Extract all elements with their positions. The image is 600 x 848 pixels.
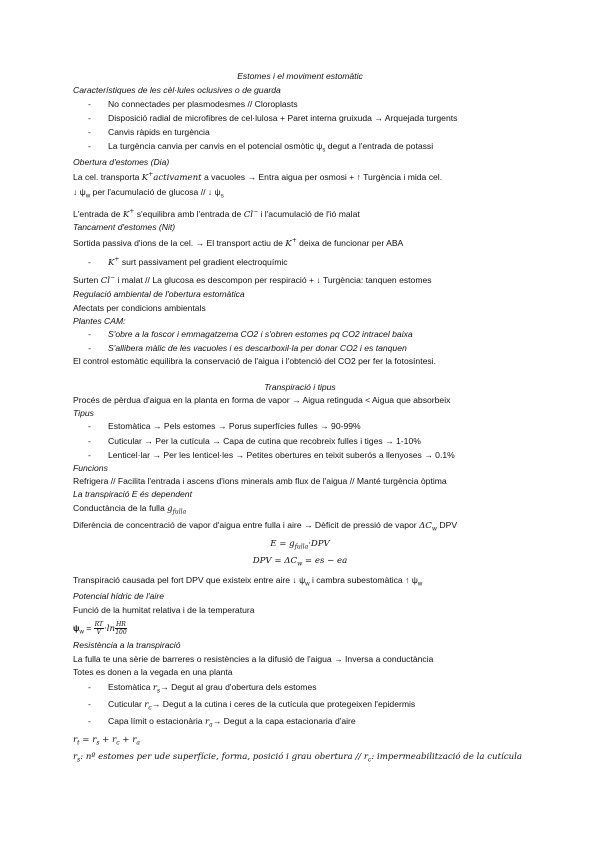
equation: DPV = $\Delta C_w$ = es − ea — [252, 556, 348, 568]
list-item: - No connectades per plasmodesmes // Cloroplasts — [88, 99, 298, 109]
heading-funcions: Funcions — [73, 463, 108, 473]
heading-regulacio: Regulació ambiental de l'obertura estomàtica — [73, 289, 245, 299]
paragraph: Totes es donen a la vegada en una planta — [73, 667, 233, 677]
paragraph: Surten Cl− i malat // La glucosa es descompon per respiració + ↓ Turgència: tanquen estomes — [73, 274, 432, 286]
equation: $E = g_{fulla}\cdot DPV$ — [270, 539, 330, 551]
paragraph: El control estomàtic equilibra la conservació de l'aigua i l'obtenció del CO2 per fer la fotosíntesi. — [73, 356, 436, 366]
list-item: - Estomàtica $r_s\to$ Degut al grau d'obertura dels estomes — [88, 682, 317, 695]
list-item: - S'allibera màlic de les vacuoles i es descarboxil·la per donar CO2 i es tanquen — [88, 343, 407, 353]
section-title-estomes: Estomes i el moviment estomàtic — [237, 71, 363, 81]
paragraph: Sortida passiva d'ions de la cel. → El transport actiu de K+ deixa de funcionar per ABA — [73, 237, 404, 249]
list-item: - Estomàtica → Pels estomes → Porus superfícies fulles → 90-99% — [88, 421, 361, 431]
heading-obertura: Obertura d'estomes (Dia) — [73, 157, 170, 167]
list-item: - Cuticular → Per la cutícula → Capa de cutina que recobreix fulles i tiges → 1-10% — [88, 436, 421, 446]
heading-dependent: La transpiració E és dependent — [73, 489, 192, 499]
paragraph: Funció de la humitat relativa i de la temperatura — [73, 605, 255, 615]
paragraph: La cel. transporta K+activament a vacuoles → Entra aigua per osmosi + ↑ Turgència i mida cel. — [73, 171, 443, 183]
paragraph: Afectats per condicions ambientals — [73, 303, 206, 313]
heading-tancament: Tancament d'estomes (Nit) — [73, 222, 176, 232]
heading-resistencia: Resistència a la transpiració — [73, 640, 181, 650]
list-item: - Canvis ràpids en turgència — [88, 127, 210, 137]
list-item: - Lenticel·lar → Per les lenticel·les → Petites obertures en teixit suberós a llenyoses → 0.1% — [88, 450, 455, 460]
list-item: - K+ surt passivament pel gradient electroquímic — [88, 256, 288, 268]
heading-cam: Plantes CAM: — [73, 316, 126, 326]
paragraph: Refrigera // Facilita l'entrada i ascens d'ions minerals amb flux de l'aigua // Manté turgència òptima — [73, 476, 447, 486]
equation: $\psi_w$ = $\frac{RT}{V}$ ·ln $\frac{HR}{100}$ — [73, 621, 127, 636]
list-item: - S'obre a la foscor i emmagatzema CO2 i s'obren estomes pq CO2 intracel baixa — [88, 329, 413, 339]
list-item: - La turgència canvia per canvis en el potencial osmòtic $\psi_s$ degut a l'entrada de potassi — [88, 141, 434, 154]
paragraph: $r_s$: nº estomes per ude superfície, forma, posició i grau obertura // $r_c$: impermeabilització de la cutícula — [73, 752, 522, 764]
list-item: - Capa límit o estacionària $r_a\to$ Degut a la capa estacionaria d'aire — [88, 716, 356, 729]
paragraph: Diferència de concentració de vapor d'aigua entre fulla i aire → Dèficit de pressió de vapor $\Delta C_w$ DPV — [73, 520, 458, 533]
section-title-transpiracio: Transpiració i tipus — [264, 382, 336, 392]
paragraph: Procés de pèrdua d'aigua en la planta en forma de vapor → Aigua retinguda < Aigua que absorbeix — [73, 395, 451, 405]
heading-caracteristiques: Característiques de les cèl·lules oclusives o de guarda — [73, 85, 281, 95]
paragraph: L'entrada de K+ s'equilibra amb l'entrada de Cl− i l'acumulació de l'ió malat — [73, 208, 360, 220]
equation: $r_t = r_s + r_c + r_a$ — [73, 735, 140, 747]
paragraph: ↓ $\psi_w$ per l'acumulació de glucosa // ↓ $\psi_s$ — [73, 187, 224, 200]
list-item: - Cuticular $r_c\to$ Degut a la cutina i ceres de la cutícula que protegeixen l'epidermis — [88, 699, 416, 712]
paragraph: Conductància de la fulla $g_{fulla}$ — [73, 503, 187, 516]
paragraph: Transpiració causada pel fort DPV que existeix entre aire ↓ $\psi_w$ i cambra subestomàtica ↑ $\psi_w$ — [73, 575, 423, 588]
heading-tipus: Tipus — [73, 408, 94, 418]
list-item: - Disposició radial de microfibres de cel·lulosa + Paret interna gruixuda → Arquejada turgents — [88, 113, 458, 123]
paragraph: La fulla te una sèrie de barreres o resistències a la difusió de l'aigua → Inversa a conductància — [73, 654, 434, 664]
heading-potencial: Potencial hídric de l'aire — [73, 591, 164, 601]
